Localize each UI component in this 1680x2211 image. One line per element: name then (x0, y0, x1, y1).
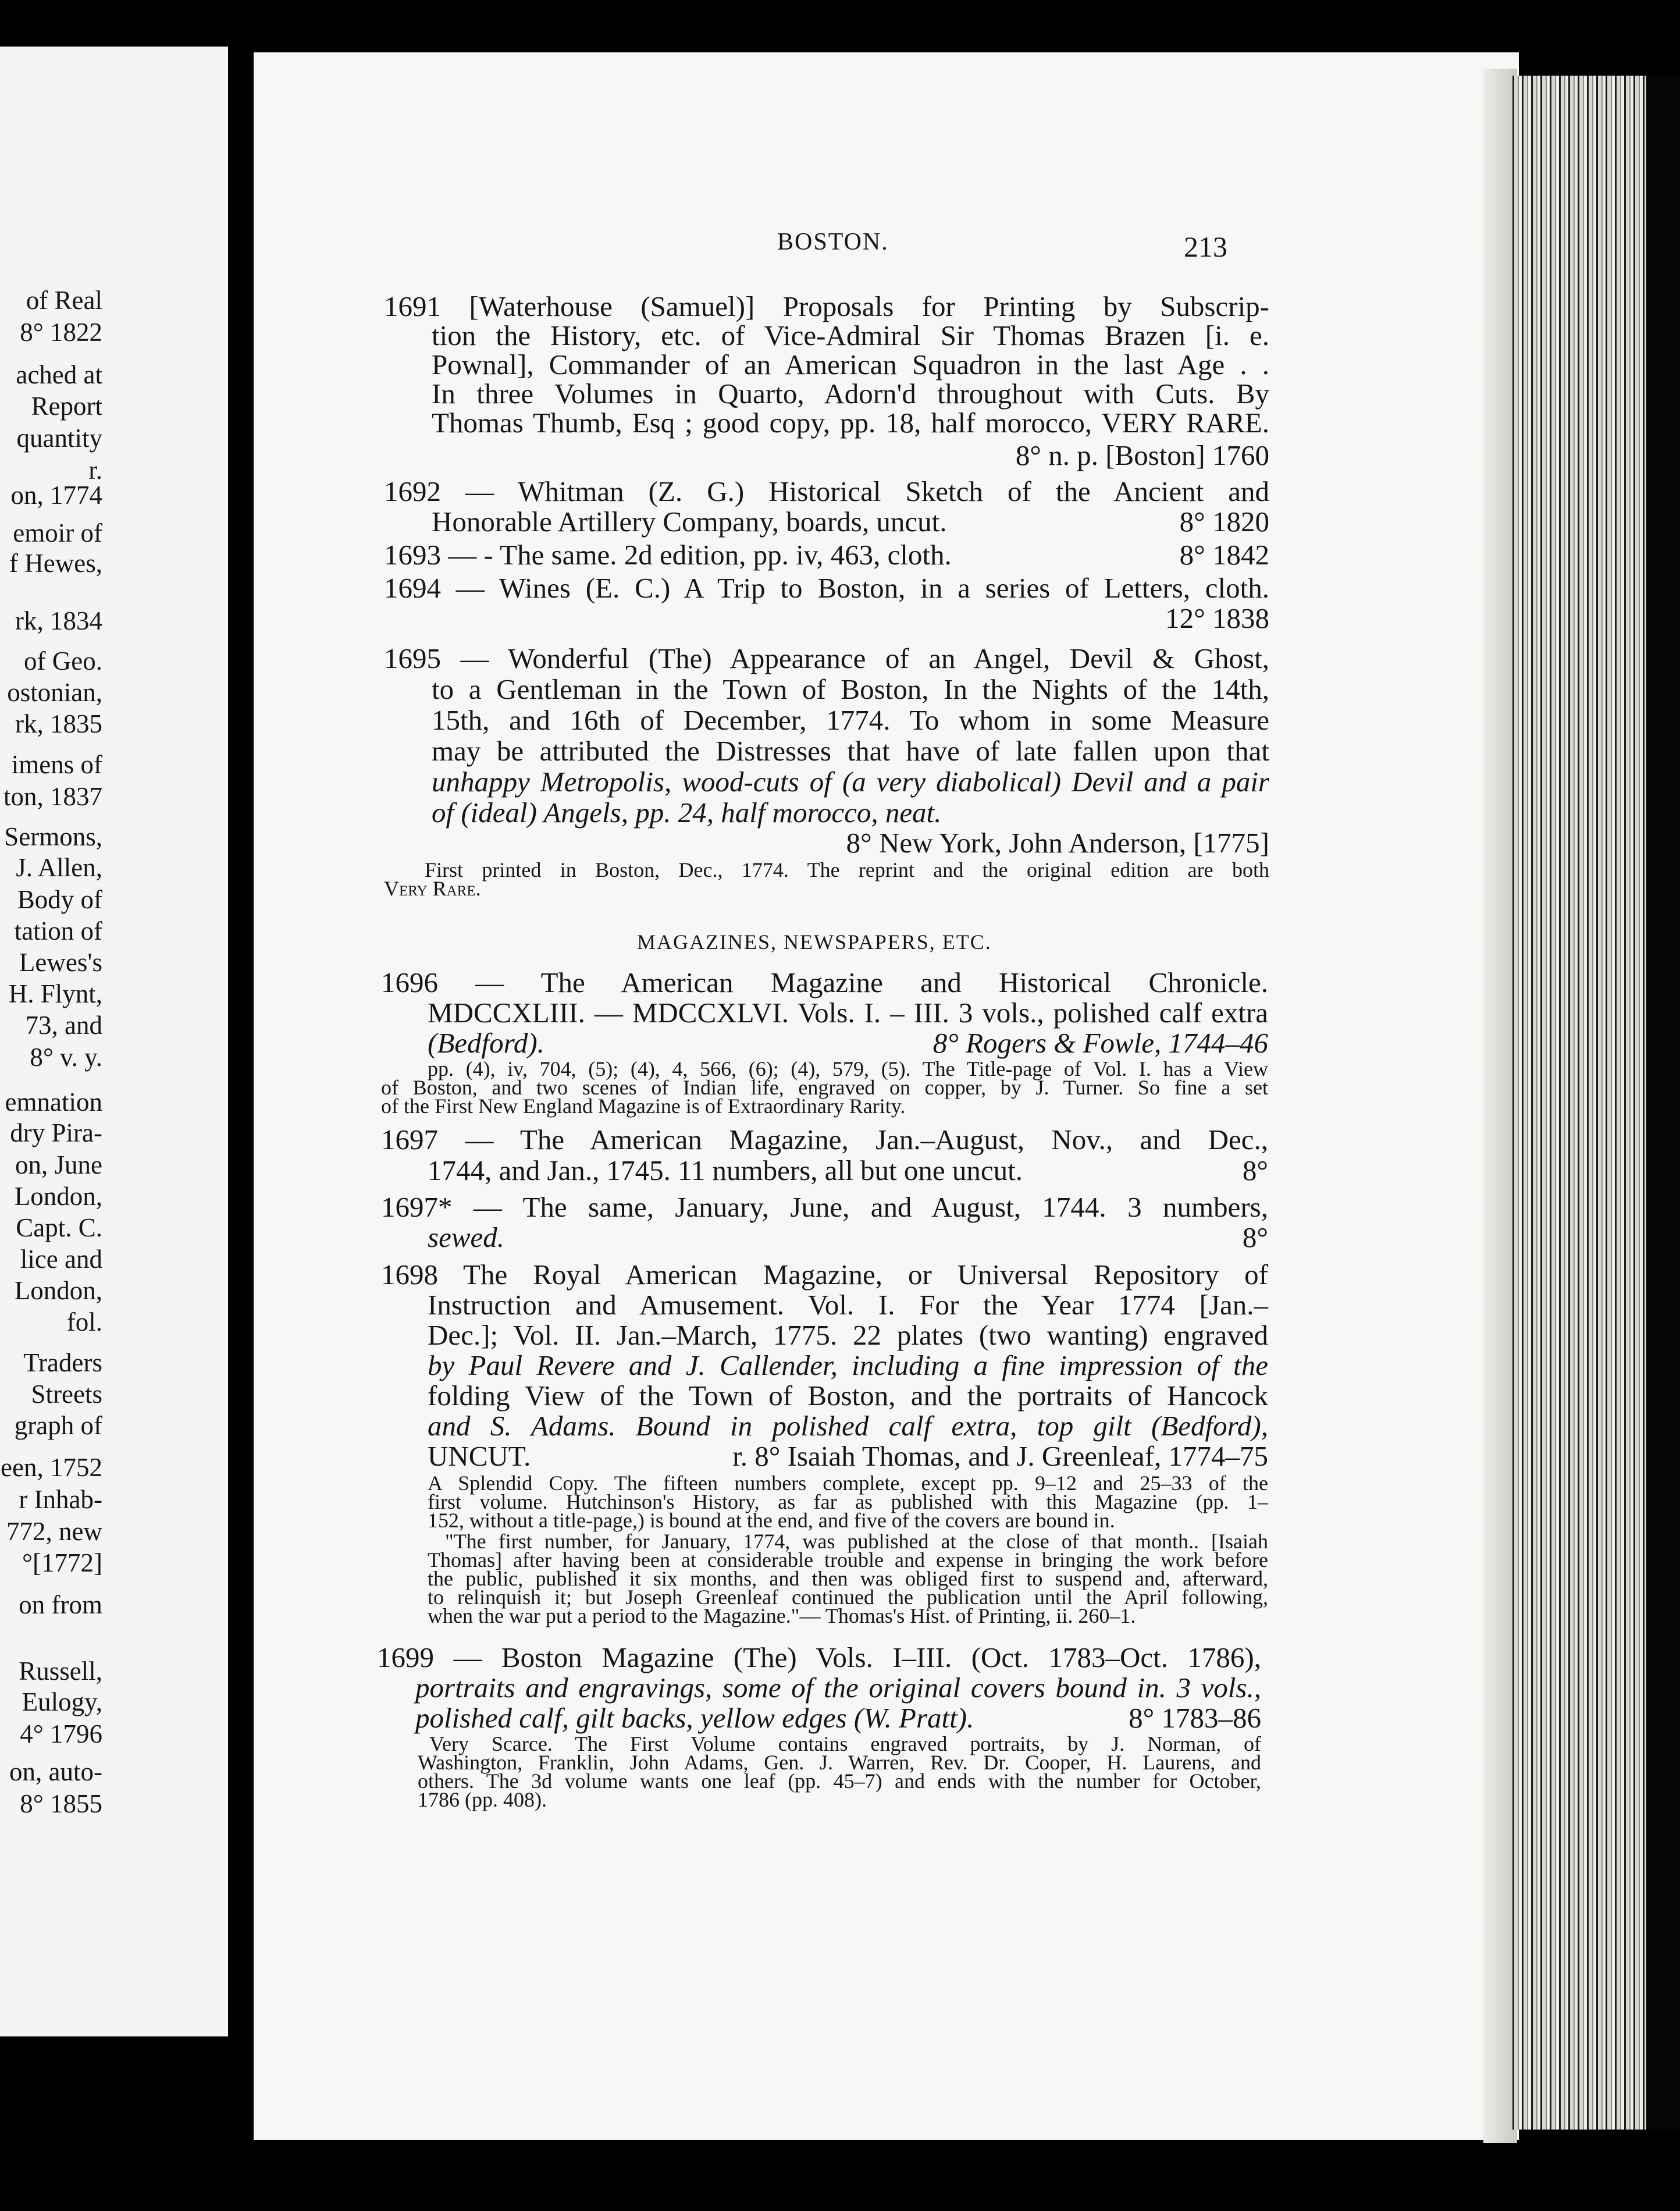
facing-page-text: on, auto- (9, 1757, 102, 1786)
facing-page-text: graph of (14, 1411, 102, 1440)
entry-line: Pownal], Commander of an American Squadron in the last Age . . (432, 349, 1269, 381)
entry-line: 1697 — The American Magazine, Jan.–August, Nov., and Dec., (381, 1124, 1268, 1156)
entry-line: portraits and engravings, some of the original covers bound in. 3 vols., (415, 1672, 1261, 1704)
entry-note: when the war put a period to the Magazine."— Thomas's Hist. of Printing, ii. 260–1. (428, 1604, 1136, 1627)
facing-page-text: on, 1774 (10, 481, 102, 510)
facing-page-text: emnation (5, 1087, 102, 1117)
section-heading: MAGAZINES, NEWSPAPERS, ETC. (637, 930, 992, 954)
facing-page-text: dry Pira- (10, 1118, 102, 1147)
entry-note: others. The 3d volume wants one leaf (pp. 45–7) and ends with the number for October, (418, 1769, 1261, 1793)
entry-note: Thomas] after having been at considerable trouble and expense in bringing the work before (428, 1548, 1268, 1572)
entry-imprint: 8° 1783–86 (1129, 1702, 1261, 1734)
facing-page-text: °[1772] (22, 1548, 102, 1577)
facing-page-text: Sermons, (4, 822, 102, 851)
entry-note: 152, without a title-page,) is bound at the end, and five of the covers are bound in. (428, 1509, 1115, 1532)
entry-line: 1694 — Wines (E. C.) A Trip to Boston, in a series of Letters, cloth. (384, 572, 1269, 604)
entry-line: 1744, and Jan., 1745. 11 numbers, all but one uncut. (428, 1154, 1023, 1186)
entry-note: Very Scarce. The First Volume contains engraved portraits, by J. Norman, of (429, 1732, 1261, 1755)
entry-note: Washington, Franklin, John Adams, Gen. J. Warren, Rev. Dr. Cooper, H. Laurens, and (418, 1751, 1261, 1774)
entry-line: by Paul Revere and J. Callender, including a fine impression of the (428, 1349, 1268, 1381)
entry-line: of (ideal) Angels, pp. 24, half morocco, neat. (432, 797, 942, 829)
entry-note: pp. (4), iv, 704, (5); (4), 4, 566, (6); (4), 579, (5). The Title-page of Vol. I. has a View (428, 1057, 1268, 1080)
entry-note: to relinquish it; but Joseph Greenleaf continued the publication until the April following, (428, 1586, 1268, 1609)
entry-imprint: 8° (1242, 1154, 1268, 1186)
entry-note: A Splendid Copy. The fifteen numbers complete, except pp. 9–12 and 25–33 of the (428, 1471, 1268, 1495)
facing-page-text: ostonian, (7, 678, 102, 707)
entry-line: 1693 — - The same. 2d edition, pp. iv, 463, cloth. (384, 539, 952, 571)
entry-imprint: 8° n. p. [Boston] 1760 (1015, 439, 1269, 471)
facing-page-text: rk, 1835 (15, 709, 102, 738)
facing-page-text: Body of (17, 885, 102, 914)
entry-line: 1692 — Whitman (Z. G.) Historical Sketch of the Ancient and (384, 475, 1269, 507)
facing-page-text: Russell, (19, 1657, 102, 1686)
entry-line: 15th, and 16th of December, 1774. To whom in some Measure (432, 704, 1269, 736)
facing-page-text: lice and (20, 1245, 102, 1274)
entry-imprint: r. 8° Isaiah Thomas, and J. Greenleaf, 1774–75 (732, 1440, 1268, 1472)
entry-line: 1699 — Boston Magazine (The) Vols. I–III. (Oct. 1783–Oct. 1786), (377, 1641, 1261, 1673)
entry-line: Thomas Thumb, Esq ; good copy, pp. 18, half morocco, VERY RARE. (432, 407, 1269, 439)
facing-page-text: J. Allen, (16, 853, 102, 882)
entry-imprint: 8° 1842 (1179, 539, 1269, 571)
entry-line: to a Gentleman in the Town of Boston, In the Nights of the 14th, (432, 673, 1269, 705)
facing-page-text: ached at (16, 360, 102, 389)
entry-line: 1698 The Royal American Magazine, or Universal Repository of (381, 1259, 1268, 1291)
entry-line: tion the History, etc. of Vice-Admiral Sir Thomas Brazen [i. e. (432, 319, 1269, 351)
facing-page-text: on from (19, 1590, 102, 1619)
entry-note: of the First New England Magazine is of Extraordinary Rarity. (381, 1094, 906, 1118)
entry-line: and S. Adams. Bound in polished calf extra, top gilt (Bedford), (428, 1410, 1268, 1442)
entry-note: first volume. Hutchinson's History, as far as published with this Magazine (pp. 1– (428, 1490, 1268, 1513)
facing-page-text: H. Flynt, (8, 979, 102, 1008)
entry-imprint: 8° 1820 (1179, 506, 1269, 538)
entry-line: UNCUT. (428, 1440, 531, 1472)
facing-page-text: imens of (11, 750, 102, 779)
facing-page-text: fol. (66, 1307, 102, 1336)
facing-page-text: 4° 1796 (20, 1719, 102, 1748)
page-block-edge (1512, 76, 1646, 2130)
entry-note: of Boston, and two scenes of Indian life, engraved on copper, by J. Turner. So fine a set (381, 1076, 1268, 1099)
entry-note: 1786 (pp. 408). (418, 1788, 547, 1811)
facing-page-text: r. (88, 456, 102, 485)
facing-page-text: London, (14, 1182, 102, 1211)
facing-page-text: r Inhab- (19, 1485, 102, 1514)
entry-line: (Bedford). (428, 1027, 544, 1059)
page-block-shadow (1646, 76, 1680, 2130)
entry-note: Very Rare. (384, 877, 481, 900)
facing-page-fragment (0, 47, 228, 2036)
entry-line: In three Volumes in Quarto, Adorn'd throughout with Cuts. By (432, 378, 1269, 410)
facing-page-text: London, (14, 1276, 102, 1305)
facing-page-text: Streets (31, 1380, 102, 1409)
facing-page-text: 8° 1855 (20, 1789, 102, 1818)
entry-line: 1697* — The same, January, June, and August, 1744. 3 numbers, (381, 1191, 1268, 1223)
entry-line: Dec.]; Vol. II. Jan.–March, 1775. 22 plates (two wanting) engraved (428, 1319, 1268, 1351)
facing-page-text: emoir of (13, 518, 102, 548)
facing-page-text: of Real (26, 286, 102, 315)
running-title: BOSTON. (777, 229, 889, 255)
entry-line: may be attributed the Distresses that have of late fallen upon that (432, 735, 1269, 767)
page-number: 213 (1184, 230, 1227, 263)
entry-note: the public, published it six months, and then was obliged first to suspend and, afterward, (428, 1567, 1268, 1590)
facing-page-text: ton, 1837 (3, 782, 102, 811)
facing-page-text: on, June (15, 1150, 102, 1179)
facing-page-text: Report (31, 392, 102, 421)
facing-page-text: een, 1752 (1, 1453, 102, 1482)
entry-line: unhappy Metropolis, wood-cuts of (a very diabolical) Devil and a pair (432, 766, 1269, 798)
facing-page-text: tation of (14, 916, 102, 945)
entry-imprint: 12° 1838 (1165, 602, 1269, 634)
facing-page-text: Capt. C. (16, 1213, 102, 1242)
facing-page-text: of Geo. (24, 646, 102, 676)
entry-line: MDCCXLIII. — MDCCXLVI. Vols. I. – III. 3 vols., polished calf extra (428, 997, 1268, 1029)
facing-page-text: 73, and (25, 1011, 102, 1040)
entry-line: 1695 — Wonderful (The) Appearance of an Angel, Devil & Ghost, (384, 642, 1269, 674)
facing-page-text: quantity (16, 424, 102, 453)
facing-page-text: 772, new (6, 1517, 102, 1546)
entry-line: Instruction and Amusement. Vol. I. For the Year 1774 [Jan.– (428, 1289, 1268, 1321)
facing-page-text: Lewes's (19, 948, 102, 977)
entry-line: folding View of the Town of Boston, and the portraits of Hancock (428, 1380, 1268, 1412)
entry-line: 1691 [Waterhouse (Samuel)] Proposals for Printing by Subscrip- (384, 290, 1269, 322)
entry-note: "The first number, for January, 1774, was published at the close of that month.. [Isaiah (445, 1530, 1268, 1553)
facing-page-text: Eulogy, (22, 1687, 102, 1716)
entry-line: sewed. (428, 1221, 504, 1253)
entry-imprint: 8° New York, John Anderson, [1775] (846, 827, 1269, 859)
facing-page-text: rk, 1834 (15, 606, 102, 635)
entry-line: polished calf, gilt backs, yellow edges (W. Pratt). (415, 1702, 974, 1734)
entry-line: Honorable Artillery Company, boards, uncut. (432, 506, 947, 538)
entry-imprint: 8° Rogers & Fowle, 1744–46 (932, 1027, 1268, 1059)
entry-note: First printed in Boston, Dec., 1774. The reprint and the original edition are both (425, 858, 1269, 881)
facing-page-text: 8° 1822 (20, 318, 102, 347)
facing-page-text: Traders (23, 1348, 102, 1377)
facing-page-text: 8° v. y. (30, 1043, 102, 1072)
facing-page-text: f Hewes, (9, 549, 102, 578)
entry-imprint: 8° (1242, 1221, 1268, 1253)
entry-line: 1696 — The American Magazine and Historical Chronicle. (381, 966, 1268, 998)
